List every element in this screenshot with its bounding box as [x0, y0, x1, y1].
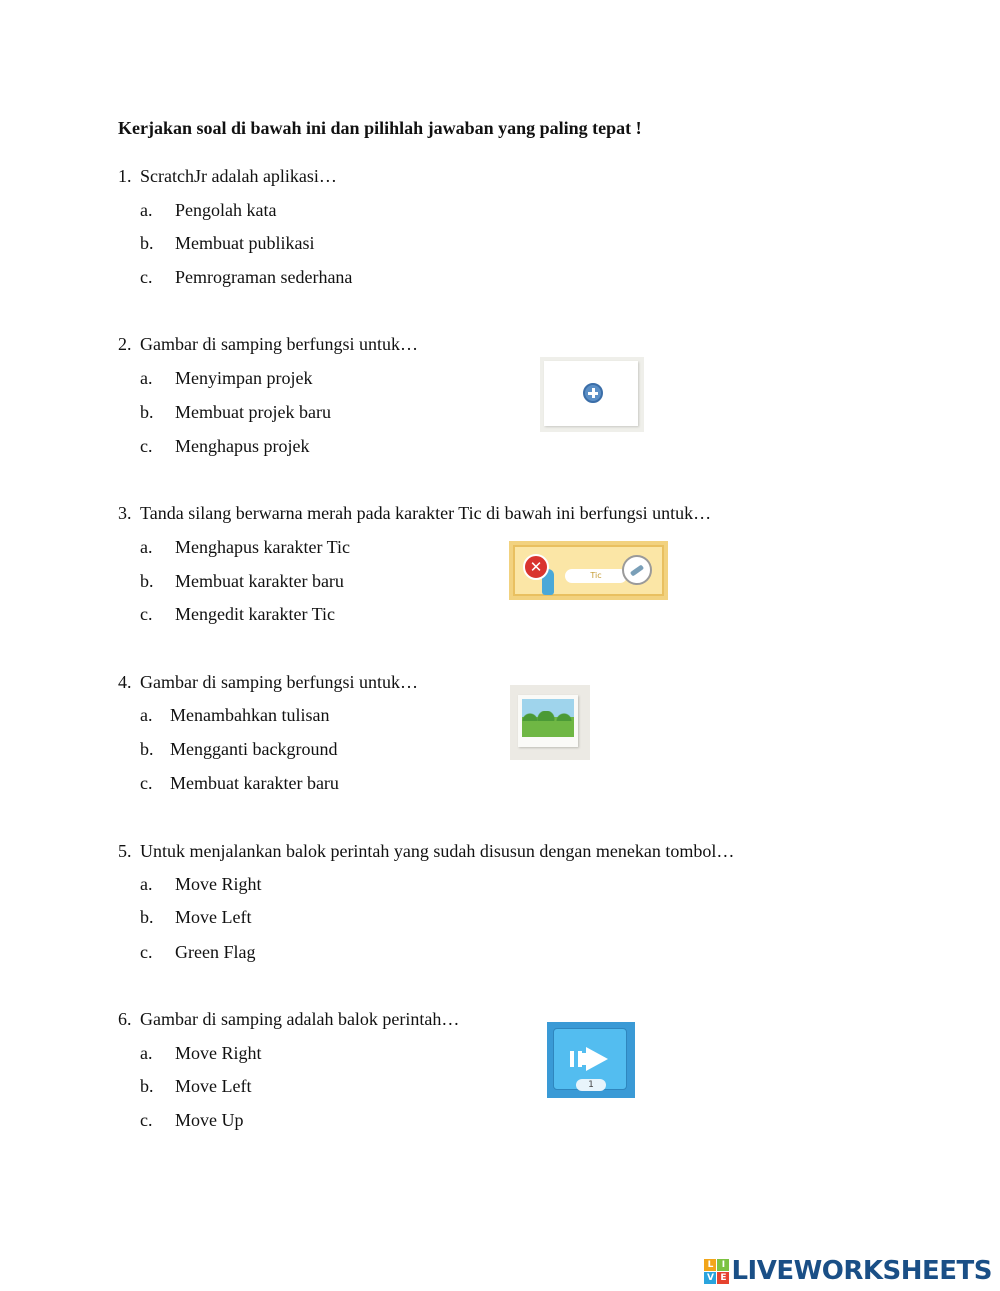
logo-grid-icon: [704, 1259, 729, 1284]
question-number: 3.: [118, 503, 132, 523]
question-text: Untuk menjalankan balok perintah yang sudah disusun dengan menekan tombol…: [140, 841, 735, 861]
option-1b[interactable]: [140, 233, 314, 253]
question-text: Gambar di samping berfungsi untuk…: [140, 672, 418, 692]
option-letter: c.: [140, 267, 153, 287]
option-6a[interactable]: [140, 1043, 262, 1063]
move-right-block: [547, 1022, 635, 1098]
delete-x-icon: ✕: [523, 554, 549, 580]
option-text: Move Left: [175, 1076, 252, 1096]
option-6b[interactable]: [140, 1076, 251, 1096]
option-5c[interactable]: [140, 942, 255, 962]
question-number: 4.: [118, 672, 132, 692]
option-letter: c.: [140, 436, 153, 456]
plus-icon: [583, 383, 603, 403]
question-3: [118, 503, 918, 523]
option-text: Move Up: [175, 1110, 244, 1130]
question-number: 1.: [118, 166, 132, 186]
option-text: Mengedit karakter Tic: [175, 604, 335, 624]
option-4b[interactable]: [140, 739, 337, 759]
option-text: Mengganti background: [170, 739, 338, 759]
option-5a[interactable]: [140, 874, 262, 894]
option-text: Pengolah kata: [175, 200, 277, 220]
character-frame: [513, 545, 664, 596]
question-number: 5.: [118, 841, 132, 861]
background-icon: [510, 685, 590, 760]
option-letter: b.: [140, 1076, 154, 1096]
option-letter: b.: [140, 907, 154, 927]
option-text: Menyimpan projek: [175, 368, 313, 388]
option-1a[interactable]: [140, 200, 276, 220]
liveworksheets-logo: [704, 1257, 992, 1285]
option-text: Membuat karakter baru: [175, 571, 344, 591]
question-2: [118, 334, 918, 354]
option-text: Move Left: [175, 907, 252, 927]
question-text: ScratchJr adalah aplikasi…: [140, 166, 337, 186]
option-2a[interactable]: [140, 368, 312, 388]
option-text: Move Right: [175, 1043, 262, 1063]
option-3b[interactable]: [140, 571, 344, 591]
logo-letter: L: [704, 1259, 716, 1271]
option-text: Menambahkan tulisan: [170, 705, 330, 725]
option-text: Menghapus projek: [175, 436, 310, 456]
option-text: Green Flag: [175, 942, 256, 962]
brand-wordmark: LIVEWORKSHEETS: [731, 1256, 992, 1286]
option-2b[interactable]: [140, 402, 331, 422]
option-1c[interactable]: [140, 267, 352, 287]
option-text: Membuat karakter baru: [170, 773, 339, 793]
character-name: Tic: [565, 569, 627, 583]
option-3c[interactable]: [140, 604, 335, 624]
question-number: 6.: [118, 1009, 132, 1029]
option-text: Menghapus karakter Tic: [175, 537, 350, 557]
option-3a[interactable]: [140, 537, 350, 557]
background-paper: [518, 695, 578, 747]
option-letter: c.: [140, 1110, 153, 1130]
option-letter: b.: [140, 402, 154, 422]
option-4c[interactable]: [140, 773, 339, 793]
option-text: Membuat publikasi: [175, 233, 315, 253]
option-letter: a.: [140, 200, 153, 220]
option-text: Move Right: [175, 874, 262, 894]
character-tic-card: [509, 541, 668, 600]
question-6: [118, 1009, 918, 1029]
instruction-heading: Kerjakan soal di bawah ini dan pilihlah jawaban yang paling tepat !: [118, 118, 642, 138]
logo-letter: V: [704, 1272, 716, 1284]
question-text: Gambar di samping adalah balok perintah…: [140, 1009, 460, 1029]
option-letter: a.: [140, 1043, 153, 1063]
option-2c[interactable]: [140, 436, 309, 456]
logo-letter: E: [717, 1272, 729, 1284]
option-letter: a.: [140, 368, 153, 388]
paintbrush-icon: [622, 555, 652, 585]
right-arrow-icon: [586, 1047, 608, 1071]
option-text: Membuat projek baru: [175, 402, 331, 422]
option-letter: c.: [140, 773, 153, 793]
logo-letter: I: [717, 1259, 729, 1271]
question-number: 2.: [118, 334, 132, 354]
project-card: [544, 361, 638, 426]
trees: [522, 711, 574, 721]
question-5: [118, 841, 918, 861]
question-1: [118, 166, 918, 186]
option-letter: b.: [140, 233, 154, 253]
add-project-icon: [540, 357, 644, 432]
option-4a[interactable]: [140, 705, 329, 725]
option-5b[interactable]: [140, 907, 251, 927]
option-letter: a.: [140, 537, 153, 557]
option-letter: c.: [140, 604, 153, 624]
block-count: 1: [576, 1079, 606, 1091]
option-letter: b.: [140, 571, 154, 591]
question-text: Gambar di samping berfungsi untuk…: [140, 334, 418, 354]
command-block: [553, 1028, 627, 1090]
option-letter: a.: [140, 705, 153, 725]
option-letter: c.: [140, 942, 153, 962]
option-letter: a.: [140, 874, 153, 894]
option-text: Pemrograman sederhana: [175, 267, 353, 287]
option-6c[interactable]: [140, 1110, 244, 1130]
question-text: Tanda silang berwarna merah pada karakter Tic di bawah ini berfungsi untuk…: [140, 503, 712, 523]
option-letter: b.: [140, 739, 154, 759]
